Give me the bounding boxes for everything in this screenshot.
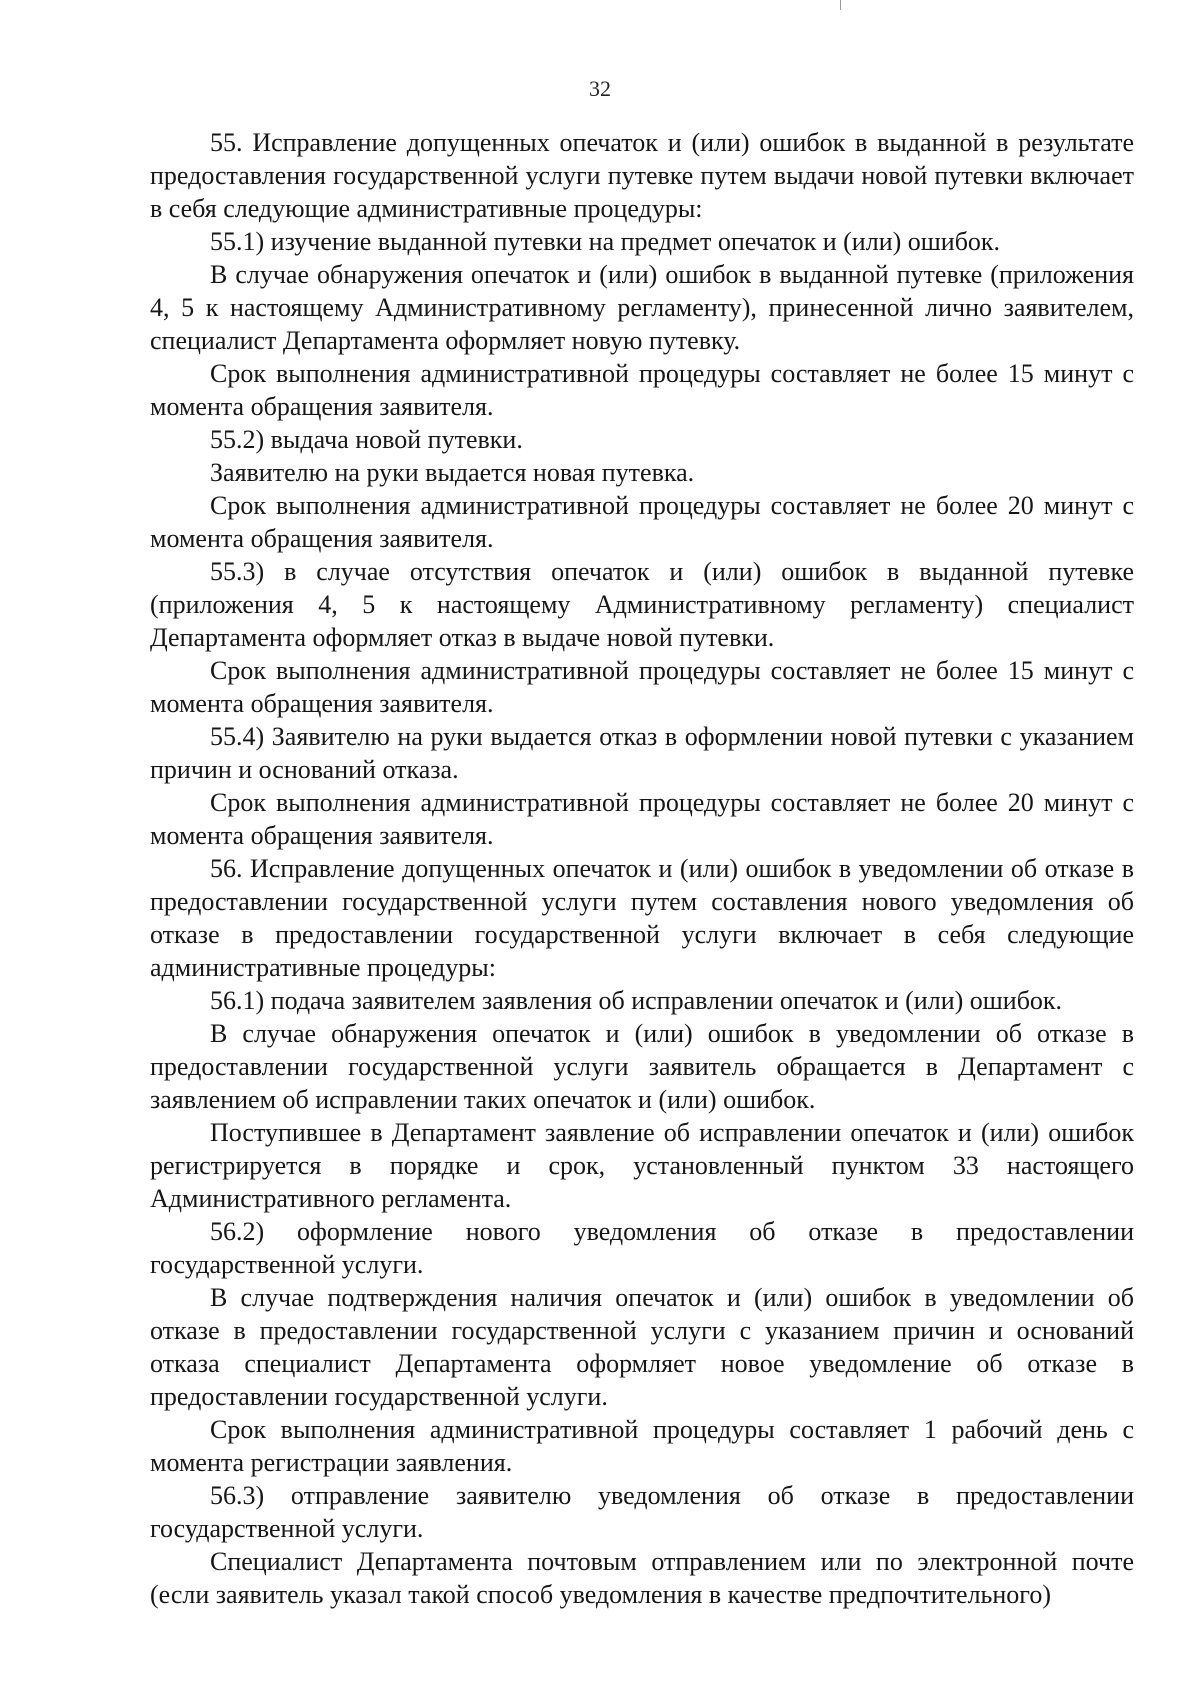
paragraph: Специалист Департамента почтовым отправлением или по электронной почте (если заявитель указал такой способ уведомления в качестве предпочтительного)	[150, 1547, 1134, 1609]
scan-edge-mark	[840, 0, 841, 10]
document-body	[150, 126, 1134, 1611]
paragraph: Срок выполнения административной процедуры составляет 1 рабочий день с момента регистрации заявления.	[150, 1415, 1134, 1477]
paragraph-56-1: 56.1) подача заявителем заявления об исправлении опечаток и (или) ошибок.	[210, 986, 1063, 1015]
paragraph: Срок выполнения административной процедуры составляет не более 20 минут с момента обращения заявителя.	[150, 491, 1134, 553]
paragraph: Срок выполнения административной процедуры составляет не более 15 минут с момента обращения заявителя.	[150, 656, 1134, 718]
paragraph: В случае подтверждения наличия опечаток и (или) ошибок в уведомлении об отказе в предоставлении государственной услуги с указанием причин и оснований отказа специалист Департамента оформляет новое уведомление об отказе в предоставлении государственной услуги.	[150, 1283, 1134, 1411]
paragraph: Срок выполнения административной процедуры составляет не более 15 минут с момента обращения заявителя.	[150, 359, 1134, 421]
paragraph: Заявителю на руки выдается новая путевка.	[210, 458, 695, 487]
paragraph-56: 56. Исправление допущенных опечаток и (или) ошибок в уведомлении об отказе в предоставлении государственной услуги путем составления нового уведомления об отказе в предоставлении государственной услуги включает в себя следующие административные процедуры:	[150, 854, 1134, 982]
paragraph-55-2: 55.2) выдача новой путевки.	[210, 425, 523, 454]
paragraph-55-1: 55.1) изучение выданной путевки на предмет опечаток и (или) ошибок.	[210, 227, 1001, 256]
page-number: 32	[589, 76, 611, 101]
paragraph: Срок выполнения административной процедуры составляет не более 20 минут с момента обращения заявителя.	[150, 788, 1134, 850]
paragraph-55-4: 55.4) Заявителю на руки выдается отказ в оформлении новой путевки с указанием причин и оснований отказа.	[150, 722, 1134, 784]
paragraph: Поступившее в Департамент заявление об исправлении опечаток и (или) ошибок регистрируется в порядке и срок, установленный пунктом 33 настоящего Административного регламента.	[150, 1118, 1134, 1213]
paragraph-55-3: 55.3) в случае отсутствия опечаток и (или) ошибок в выданной путевке (приложения 4, 5 к настоящему Административному регламенту) специалист Департамента оформляет отказ в выдаче новой путевки.	[150, 557, 1134, 652]
paragraph: В случае обнаружения опечаток и (или) ошибок в выданной путевке (приложения 4, 5 к настоящему Административному регламенту), принесенной лично заявителем, специалист Департамента оформляет новую путевку.	[150, 260, 1134, 355]
paragraph-56-2: 56.2) оформление нового уведомления об отказе в предоставлении государственной услуги.	[150, 1217, 1134, 1279]
paragraph-56-3: 56.3) отправление заявителю уведомления об отказе в предоставлении государственной услуги.	[150, 1481, 1134, 1543]
paragraph-55: 55. Исправление допущенных опечаток и (или) ошибок в выданной в результате предоставления государственной услуги путевке путем выдачи новой путевки включает в себя следующие административные процедуры:	[150, 128, 1134, 223]
paragraph: В случае обнаружения опечаток и (или) ошибок в уведомлении об отказе в предоставлении государственной услуги заявитель обращается в Департамент с заявлением об исправлении таких опечаток и (или) ошибок.	[150, 1019, 1134, 1114]
